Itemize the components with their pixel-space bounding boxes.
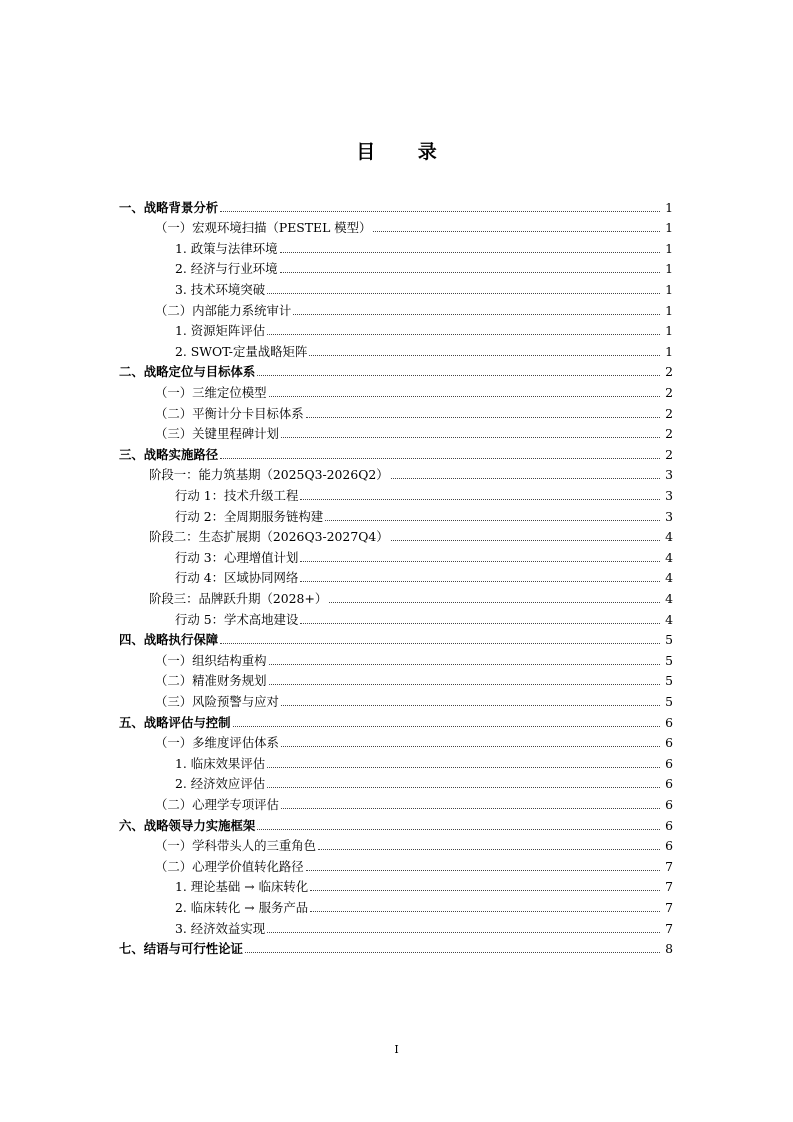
toc-entry-page: 4 <box>665 549 673 565</box>
toc-entry[interactable] <box>119 936 673 957</box>
toc-entry-label: （三）风险预警与应对 <box>155 693 279 709</box>
toc-entry[interactable] <box>155 379 673 400</box>
toc-leader-dots <box>293 314 660 315</box>
toc-entry-page: 7 <box>665 899 673 915</box>
toc-entry[interactable] <box>175 874 673 895</box>
toc-leader-dots <box>269 664 660 665</box>
toc-entry[interactable] <box>119 627 673 648</box>
toc-leader-dots <box>391 540 660 541</box>
toc-entry-page: 5 <box>665 652 673 668</box>
toc-entry-page: 1 <box>665 220 673 236</box>
toc-leader-dots <box>220 211 660 212</box>
toc-entry-label: （一）多维度评估体系 <box>155 735 279 751</box>
toc-entry-label: （一）组织结构重构 <box>155 652 267 668</box>
toc-entry[interactable] <box>155 421 673 442</box>
toc-entry[interactable] <box>155 668 673 689</box>
toc-entry-label: 1. 资源矩阵评估 <box>175 323 266 339</box>
toc-entry-label: 行动 4：区域协同网络 <box>175 570 299 586</box>
toc-leader-dots <box>281 808 660 809</box>
toc-entry[interactable] <box>155 833 673 854</box>
toc-leader-dots <box>281 705 660 706</box>
toc-leader-dots <box>300 581 660 582</box>
toc-entry-page: 5 <box>665 693 673 709</box>
toc-entry-label: 1. 政策与法律环境 <box>175 240 278 256</box>
toc-entry-label: 行动 3：心理增值计划 <box>175 549 299 565</box>
toc-entry-page: 5 <box>665 632 673 648</box>
toc-entry[interactable] <box>155 297 673 318</box>
toc-entry[interactable] <box>119 441 673 462</box>
toc-entry-page: 8 <box>665 941 673 957</box>
toc-entry-page: 6 <box>665 838 673 854</box>
toc-entry[interactable] <box>175 338 673 359</box>
toc-entry-page: 1 <box>665 343 673 359</box>
toc-leader-dots <box>300 561 660 562</box>
toc-leader-dots <box>318 849 660 850</box>
toc-entry-page: 6 <box>665 776 673 792</box>
toc-leader-dots <box>267 293 660 294</box>
toc-entry-page: 1 <box>665 240 673 256</box>
toc-entry[interactable] <box>149 462 673 483</box>
toc-entry-label: 五、战略评估与控制 <box>119 714 231 730</box>
toc-leader-dots <box>280 252 661 253</box>
toc-entry[interactable] <box>149 524 673 545</box>
toc-entry-page: 4 <box>665 611 673 627</box>
toc-entry[interactable] <box>155 730 673 751</box>
toc-leader-dots <box>325 520 660 521</box>
toc-entry-page: 7 <box>665 858 673 874</box>
toc-leader-dots <box>280 272 661 273</box>
toc-entry-page: 4 <box>665 570 673 586</box>
toc-entry-label: 行动 1：技术升级工程 <box>175 487 299 503</box>
toc-entry-page: 5 <box>665 673 673 689</box>
toc-entry-page: 6 <box>665 714 673 730</box>
toc-entry[interactable] <box>175 482 673 503</box>
toc-entry-label: 一、战略背景分析 <box>119 199 219 215</box>
toc-entry-label: （二）内部能力系统审计 <box>155 302 292 318</box>
toc-entry-label: （一）学科带头人的三重角色 <box>155 838 317 854</box>
toc-entry-label: 四、战略执行保障 <box>119 632 219 648</box>
toc-entry-label: 行动 5：学术高地建设 <box>175 611 299 627</box>
toc-entry-label: （一）三维定位模型 <box>155 384 267 400</box>
toc-leader-dots <box>300 499 660 500</box>
toc-entry-page: 2 <box>665 426 673 442</box>
toc-entry-label: 1. 临床效果评估 <box>175 755 266 771</box>
toc-entry-page: 1 <box>665 199 673 215</box>
toc-entry[interactable] <box>119 709 673 730</box>
toc-entry[interactable] <box>175 276 673 297</box>
toc-entry-page: 3 <box>665 508 673 524</box>
toc-leader-dots <box>220 643 660 644</box>
toc-entry-page: 7 <box>665 879 673 895</box>
toc-entry[interactable] <box>155 647 673 668</box>
toc-entry-page: 6 <box>665 755 673 771</box>
toc-entry-label: 阶段一：能力筑基期（2025Q3-2026Q2） <box>149 467 389 483</box>
toc-entry[interactable] <box>175 606 673 627</box>
toc-entry-label: 2. 经济效应评估 <box>175 776 266 792</box>
toc-entry[interactable] <box>175 565 673 586</box>
toc-entry-label: 三、战略实施路径 <box>119 446 219 462</box>
toc-entry-page: 1 <box>665 323 673 339</box>
toc-entry[interactable] <box>175 256 673 277</box>
toc-entry[interactable] <box>175 894 673 915</box>
toc-entry-page: 6 <box>665 817 673 833</box>
toc-leader-dots <box>269 684 660 685</box>
toc-entry-page: 4 <box>665 529 673 545</box>
toc-leader-dots <box>300 623 660 624</box>
toc-entry-label: 七、结语与可行性论证 <box>119 941 243 957</box>
toc-title: 目 录 <box>356 141 455 163</box>
toc-leader-dots <box>267 334 660 335</box>
toc-entry-page: 2 <box>665 364 673 380</box>
toc-entry-page: 2 <box>665 405 673 421</box>
toc-entry-label: 2. SWOT-定量战略矩阵 <box>175 343 308 359</box>
toc-entry[interactable] <box>175 915 673 936</box>
toc-leader-dots <box>281 437 660 438</box>
toc-leader-dots <box>391 478 660 479</box>
toc-entry-label: （二）平衡计分卡目标体系 <box>155 405 304 421</box>
toc-entry-page: 6 <box>665 796 673 812</box>
toc-entry[interactable] <box>155 400 673 421</box>
toc-leader-dots <box>306 417 660 418</box>
toc-leader-dots <box>233 726 660 727</box>
toc-entry-label: 行动 2：全周期服务链构建 <box>175 508 324 524</box>
toc-entry[interactable] <box>155 853 673 874</box>
toc-leader-dots <box>329 602 660 603</box>
toc-entry-page: 7 <box>665 920 673 936</box>
toc-leader-dots <box>281 746 660 747</box>
toc-entry-page: 1 <box>665 302 673 318</box>
toc-entry-label: 阶段二：生态扩展期（2026Q3-2027Q4） <box>149 529 389 545</box>
toc-leader-dots <box>267 932 660 933</box>
toc-entry-page: 3 <box>665 467 673 483</box>
toc-leader-dots <box>245 952 660 953</box>
toc-entry-label: （一）宏观环境扫描（PESTEL 模型） <box>155 220 372 236</box>
toc-entry[interactable] <box>175 771 673 792</box>
toc-entry[interactable] <box>175 544 673 565</box>
toc-leader-dots <box>269 396 660 397</box>
toc-leader-dots <box>267 787 660 788</box>
toc-leader-dots <box>257 829 660 830</box>
toc-entry[interactable] <box>155 215 673 236</box>
toc-entry[interactable] <box>119 194 673 215</box>
toc-leader-dots <box>373 231 660 232</box>
toc-entry-label: （二）心理学专项评估 <box>155 796 279 812</box>
toc-entry-label: 阶段三：品牌跃升期（2028+） <box>149 590 328 606</box>
toc-leader-dots <box>257 375 660 376</box>
toc-entry[interactable] <box>155 688 673 709</box>
toc-entry-label: 3. 技术环境突破 <box>175 281 266 297</box>
toc-entry-label: 二、战略定位与目标体系 <box>119 364 256 380</box>
toc-entry-page: 2 <box>665 384 673 400</box>
toc-leader-dots <box>310 911 660 912</box>
toc-entry[interactable] <box>149 585 673 606</box>
toc-entry-label: 六、战略领导力实施框架 <box>119 817 256 833</box>
toc-entry-page: 1 <box>665 281 673 297</box>
toc-entry-label: 2. 临床转化 → 服务产品 <box>175 899 309 915</box>
toc-entry[interactable] <box>175 318 673 339</box>
toc-entry-label: 1. 理论基础 → 临床转化 <box>175 879 309 895</box>
toc-entry[interactable] <box>175 750 673 771</box>
toc-entry[interactable] <box>119 359 673 380</box>
toc-entry-page: 4 <box>665 590 673 606</box>
toc-leader-dots <box>310 890 660 891</box>
toc-entry-page: 6 <box>665 735 673 751</box>
toc-entry-label: （二）精准财务规划 <box>155 673 267 689</box>
toc-entry-page: 3 <box>665 487 673 503</box>
page-number: I <box>394 1043 399 1056</box>
toc-entry[interactable] <box>119 812 673 833</box>
toc-leader-dots <box>220 458 660 459</box>
toc-leader-dots <box>306 870 660 871</box>
toc-entry-label: 3. 经济效益实现 <box>175 920 266 936</box>
toc-entry-label: 2. 经济与行业环境 <box>175 261 278 277</box>
toc-entry-label: （三）关键里程碑计划 <box>155 426 279 442</box>
toc-leader-dots <box>309 355 660 356</box>
toc-entry-page: 1 <box>665 261 673 277</box>
toc-entry[interactable] <box>175 503 673 524</box>
toc-entry[interactable] <box>155 791 673 812</box>
toc-leader-dots <box>267 767 660 768</box>
toc-entry-label: （二）心理学价值转化路径 <box>155 858 304 874</box>
toc-entry-page: 2 <box>665 446 673 462</box>
toc-entry[interactable] <box>175 235 673 256</box>
